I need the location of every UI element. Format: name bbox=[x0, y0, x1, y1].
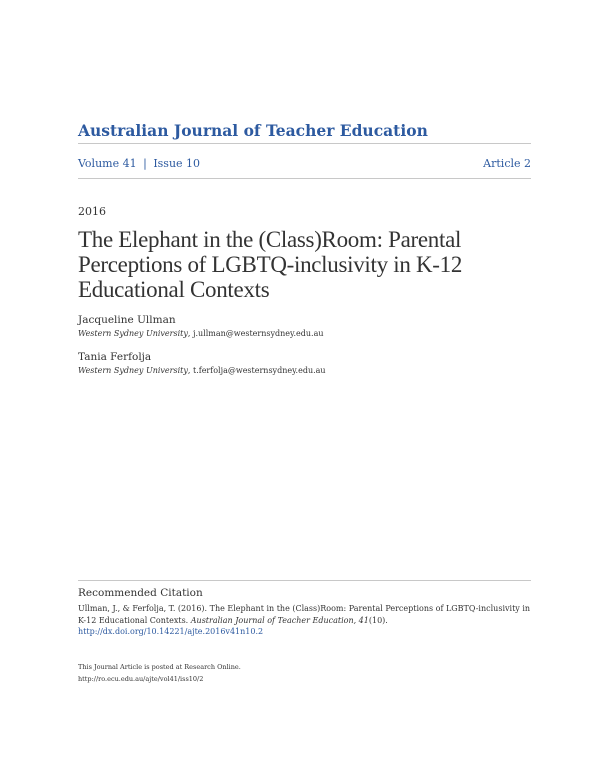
author-affiliation-2 bbox=[78, 366, 326, 375]
author-affiliation-1 bbox=[78, 329, 324, 338]
author-email-2[interactable]: , t.ferfolja@westernsydney.edu.au bbox=[187, 366, 326, 375]
recommended-citation bbox=[78, 603, 538, 638]
citation-issue: (10). bbox=[368, 615, 388, 625]
article-title: The Elephant in the (Class)Room: Parental Perceptions of LGBTQ-inclusivity in K-12 Educational Contexts bbox=[78, 227, 463, 302]
author-institution-2: Western Sydney University bbox=[78, 366, 188, 375]
author-institution-1: Western Sydney University bbox=[78, 329, 188, 338]
citation-journal: Australian Journal of Teacher Education, 41 bbox=[190, 615, 369, 625]
author-email-1[interactable]: , j.ullman@westernsydney.edu.au bbox=[187, 329, 324, 338]
footer-url[interactable]: http://ro.ecu.edu.au/ajte/vol41/iss10/2 bbox=[78, 675, 204, 683]
article-number[interactable]: Article 2 bbox=[483, 157, 531, 170]
author-name-1: Jacqueline Ullman bbox=[78, 314, 176, 326]
header-divider-bottom bbox=[78, 178, 531, 179]
citation-text: Ullman, J., & Ferfolja, T. (2016). The Elephant in the (Class)Room: Parental Perceptions of LGBTQ-inclusivity in K-12 Educational Contexts. bbox=[78, 604, 531, 625]
citation-doi-link[interactable]: http://dx.doi.org/10.14221/ajte.2016v41n10.2 bbox=[78, 627, 264, 636]
issue-separator: | bbox=[143, 157, 147, 170]
publication-year: 2016 bbox=[78, 205, 106, 218]
issue-link[interactable]: Issue 10 bbox=[153, 157, 201, 170]
header-divider-top bbox=[78, 143, 531, 144]
journal-title[interactable]: Australian Journal of Teacher Education bbox=[78, 121, 428, 140]
footer-note bbox=[78, 661, 241, 685]
volume-link[interactable]: Volume 41 bbox=[78, 157, 137, 170]
author-name-2: Tania Ferfolja bbox=[78, 351, 152, 363]
issue-info bbox=[78, 157, 200, 170]
recommended-citation-heading: Recommended Citation bbox=[78, 587, 203, 599]
citation-divider bbox=[78, 580, 531, 581]
footer-posted-line: This Journal Article is posted at Research Online. bbox=[78, 663, 241, 671]
